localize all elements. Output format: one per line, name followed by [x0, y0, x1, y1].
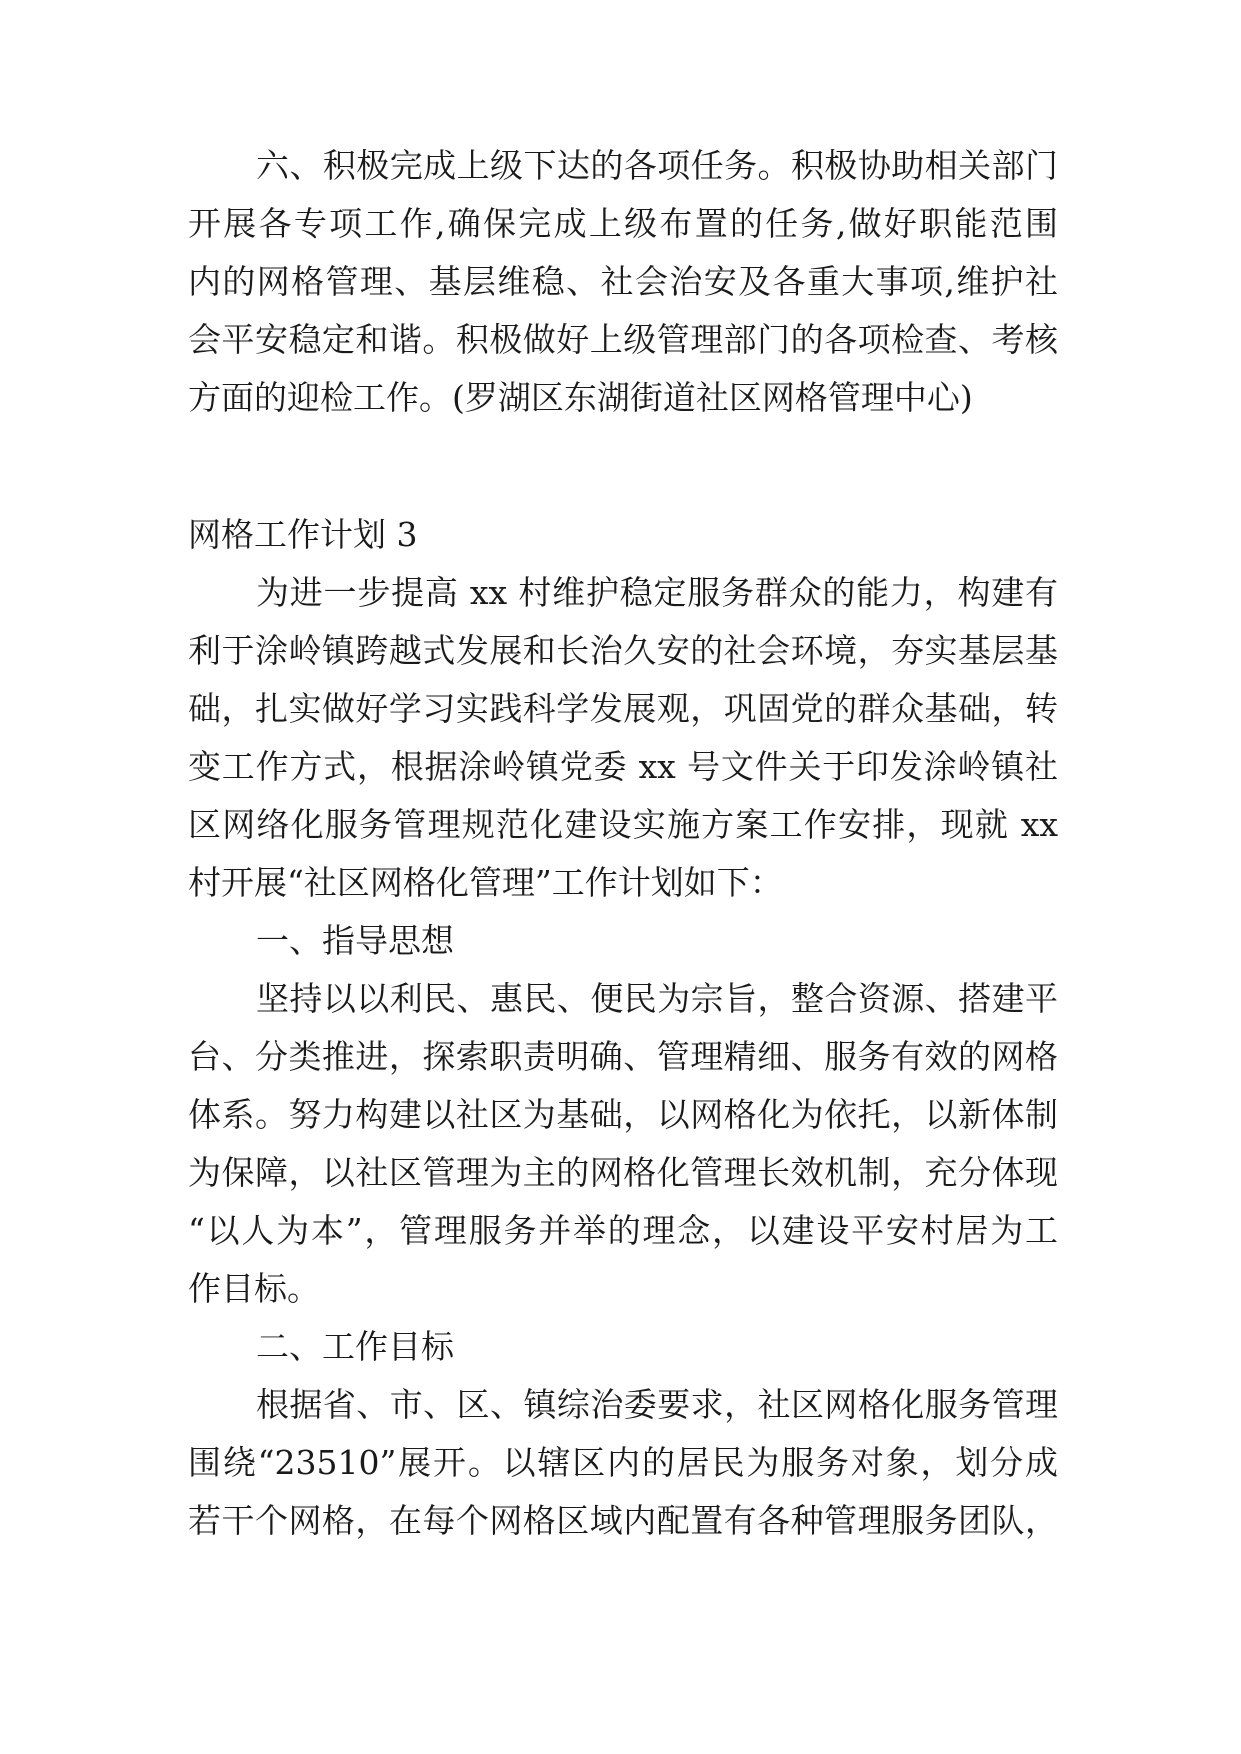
section-title: 网格工作计划 3: [188, 515, 418, 554]
paragraph-line: 利于涂岭镇跨越式发展和长治久安的社会环境，夯实基层基: [188, 631, 1058, 670]
paragraph-line: 围绕“23510”展开。以辖区内的居民为服务对象，划分成: [188, 1443, 1058, 1482]
paragraph-line: 村开展“社区网格化管理”工作计划如下：: [188, 863, 783, 902]
paragraph-line: 开展各专项工作,确保完成上级布置的任务,做好职能范围: [188, 204, 1058, 243]
paragraph-line: 为保障，以社区管理为主的网格化管理长效机制，充分体现: [188, 1153, 1058, 1192]
paragraph-line: 会平安稳定和谐。积极做好上级管理部门的各项检查、考核: [188, 320, 1058, 359]
paragraph-line: 六、积极完成上级下达的各项任务。积极协助相关部门: [256, 146, 1058, 185]
paragraph-line: 根据省、市、区、镇综治委要求，社区网格化服务管理: [256, 1385, 1058, 1424]
paragraph-line: 体系。努力构建以社区为基础，以网格化为依托，以新体制: [188, 1095, 1058, 1134]
heading-guiding-ideology: 一、指导思想: [256, 921, 454, 960]
paragraph-line: 若干个网格，在每个网格区域内配置有各种管理服务团队，: [188, 1501, 1058, 1540]
paragraph-line: 内的网格管理、基层维稳、社会治安及各重大事项,维护社: [188, 262, 1058, 301]
paragraph-line: 作目标。: [188, 1269, 320, 1308]
paragraph-line: 为进一步提高 xx 村维护稳定服务群众的能力，构建有: [256, 573, 1058, 612]
paragraph-line: 台、分类推进，探索职责明确、管理精细、服务有效的网格: [188, 1037, 1058, 1076]
paragraph-line: 础，扎实做好学习实践科学发展观，巩固党的群众基础，转: [188, 689, 1058, 728]
paragraph-line: 变工作方式，根据涂岭镇党委 xx 号文件关于印发涂岭镇社: [188, 747, 1058, 786]
paragraph-line: 方面的迎检工作。(罗湖区东湖街道社区网格管理中心): [188, 378, 973, 417]
paragraph-line: 坚持以以利民、惠民、便民为宗旨，整合资源、搭建平: [256, 979, 1058, 1018]
heading-work-goals: 二、工作目标: [256, 1327, 454, 1366]
paragraph-line: 区网络化服务管理规范化建设实施方案工作安排，现就 xx: [188, 805, 1058, 844]
paragraph-line: “以人为本”，管理服务并举的理念，以建设平安村居为工: [188, 1211, 1058, 1250]
